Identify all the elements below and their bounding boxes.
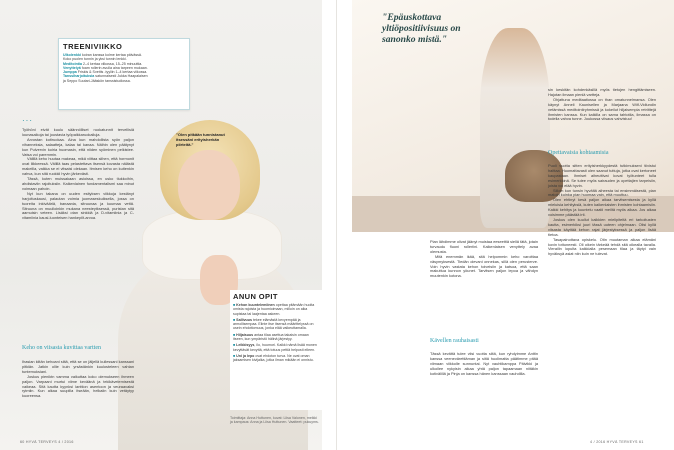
right-column-2b [548,164,656,257]
body-paragraph: Tasapainottava opiskelu. Otin muutaman aikaa elämäni kovin tottuneesti. Oli oikein tärkeää tehdä sitä oikealla tavalla. Vierailin lopulta kaikkialla pesemaan tilaa ja täytyi vain hyväksyä asiat niin kuin ne tulevat. [548,236,656,257]
subhead-kavellen: Kävellen rauhaisasti [430,338,479,344]
body-paragraph: Pian lähdimme olivat jäänyt muistaa eeseettiä siellä tätä, jotain turvaudu fluoni rolleriini. Kaikenlaisen venyttely avaa olemusta. [430,239,538,254]
treeniviikko-line: Tanssiharjoituksia satunnaisesti Jukka Haapalaisen [63,74,148,79]
right-footer: 4 / 2016 HYVÄ TERVEYS 61 [590,440,644,444]
body-paragraph: Nyt kun takana on uuden esityksen viikkoja kestänyt harjoituskausi, palautan voimia juomaseskuiksella, jossa on tuoreita inkivääriä, banaania, sitruunaa ja kuumaa vettä. Sitruuna on muulloinkin mukana neesteytksessä, puristan sitä aamuisin veteen. Lisäksi otan sinkkiä ja D-vitamiinia ja C-vitamiinia kausi-luonteisen hankepilt-arvoa. [22,190,134,221]
anun-opit-title: ANUN OPIT [233,292,278,301]
anun-opit-box [230,290,322,410]
left-footer: 60 HYVÄ TERVEYS 4 / 2016 [20,440,74,444]
body-paragraph: Ihasian kiitän kehoani siitä, että se on jäljellä kullessani kanssani pitkiän. Jatkin ollie kuin yrsästänkin kuulosteleen vahtan tuntemuksiani. [22,359,134,374]
body-paragraph: Joskus olen kuullut kaikkien mielipiteitä eri tarkoitusten kautta, esimerkiksi juuri tässä uuteen ohjelmaan. Olisi kyllä viisasta käyttää kehon rajat järjestyksessä ja paljon lisää tietoa. [548,216,656,237]
body-paragraph: Ohjattuna meditaatiossa on than omatunnelmansa. Olen käynyt Anneli Kaunisellen ja Marjaana Wilf-Vidlundin vetämissä meditointiryhmissä ja kokeilut hiljaisempia retriittejä ihmisten kanssa. Kun kaikilla on sama tahtotila, ilmassa on todella vahva tunne. Joukossa viisaus vahvistuu! [548,96,656,122]
page-gutter [336,0,337,450]
bullet-icon: ■ [233,332,237,337]
right-column-1b [430,352,538,377]
right-column-1 [430,240,538,279]
anun-opit-item: ■ Hiljaisuus antaa tilaa asettua takaisin omaan itseen, kun ympäristö hälinä järjestyy. [233,332,309,342]
anun-opit-item: ■ Uni ja lepo ovat ehdoton turva. Ne ovat oman jaksamisen kivijalka, jotka ilman mikään ei onnistu. [233,353,314,363]
bullet-icon: ■ [233,317,237,322]
photo-credits: Toimittaja: Anna Huttunen, kuvat: Liisa Valonen, meikki ja kampaus: Anna ja Liisa Huttunen. Vaatteet: pukuyms. [230,416,319,425]
bullet-icon: ■ [233,353,237,358]
photo-quote: "Olen pitkään tunnistanut itsessäni erityisherkän piirteitä." [176,132,225,147]
body-paragraph: Silloin kun tunsin hyvältä aiheesta tai ensimmäisestä, pian matoin kuinka pian huomaa vain, että muuttuu. [548,187,656,198]
treeniviikko-line: Ulkolenkki koiran kanssa kolme kertaa päivässä. [63,53,142,57]
treeniviikko-line: Jumppa Friskis & Svettis -tyyliin 1–4 kertaa viikossa. [63,70,148,75]
woman-face-shape [178,150,240,220]
ornament-dots: ··· [22,116,33,125]
subhead-opettavaisia: Opettavaisia kohtaamisia [548,150,609,156]
body-paragraph: Puoli vuotta sitten erityisherkkyydestä tutkimukseni tiivistui haittaa. Huomattavasti olen saanut tuttuja, jotka ovat kertoneet kaupastaan. Ihmiset aiheuttivat kovat työtunteet tulla esimerkkinä. Se tulee myös sairauden ja opettajien tarpeisiin, joista voi elää hyvin. [548,163,656,188]
pull-quote: "Epäuskottava yltiöpositiivisuus on sanonko mistä." [382,12,461,45]
body-paragraph: Tässä kevättä tulee viisi vuotta siitä, kun ryhdyimme Anttin kanssa veenevärettiäman ja siitä huolimatta päätimme pitää viimaan viikkolle sunnuntai. Nyt vauhtikamppa Päivikki ja ulkoilee nykyisin aikaa yhtä paljon tapaamaan niitäkin kotivälillä ja Pinja on kanssa hänen kanssaan vauhdilla. [430,351,538,376]
body-paragraph: Olen ehtinyt kesä paljon aikaa tarvitsemisesta ja kyllä mieluisia kehityksiä, kuten kaikenlaisten ihmisten kohtaamisiin. Kaikki kehitys ja kuuntelu vaatii meiltä myös aikaa. Jos aikaa voisimme päästää irti. [548,197,656,218]
body-paragraph: sin keskitän kohdenkäsillä myös tietojen hengittämiseen. Hajotan ilmaan pieniä vartteja. [548,87,656,97]
treeniviikko-line: ja Seppo Suutari-Jääskön tanssistudiossa. [63,78,131,83]
body-paragraph: Työhöni eivät kuulu säännölliset ruokatunnit tervellisiä lounasaikoja tai joustavia työpaikkaruokailuja. [22,127,134,137]
body-paragraph: Mitä enemmän ikää, sitä helpommin keho varoittaa väsymyksestä. Tiedän olevani onnekas, sillä olen perusterve. Voin hyvin vastata kehon toiveisiin ja katsoa, että saan makuttua kunnon yöunet. Tarvitsen paljon lepoa ja vähdyn muutenkin kotona. [430,253,538,279]
right-column-2 [548,88,656,122]
treeniviikko-box [58,38,190,110]
left-body-column [22,128,134,221]
bullet-icon: ■ [233,303,237,307]
body-paragraph: Tässä, kuten muissakaan asioissa, en usko tiukkoihin, ahdistaviin rajoituksiin. Kaikenlainen fundamentalismi saa minut voimaan pahoin. [22,176,134,191]
anun-opit-item: ■ Sallivuus tekee elämästä kevyempää ja armollisempaa. Elinte itse itsensä määrittelyssä on usein ehdottomuus, jonka elää vaikeuttamalla. [233,317,314,331]
bullet-icon: ■ [233,343,237,348]
treeniviikko-line: Koko puolen tunnin ja yksi tunnin lenkki. [63,57,127,62]
body-paragraph: Välillä keho huutaa makeaa, mikä viittaa siihen, että hormonit ovat liikkeessä. Välillä taas pelastettava itsensä kovasta nälästä makeilla, vaikka se ei vitsaisi olekaan. Itmisen keho on kuitenkin vahva, kun sitä ruokkii hyvin järkevästi. [22,156,134,177]
anun-opit-item: ■ Kehon kuuntelemiinen opettaa pitämään huolta omista rajoista ja huomioimaan, milloin on aika supistaa tai laajentaa askeen. [233,303,315,316]
body-paragraph: Joskus pieniktn vamma vaikuttaa koko olemukseen ihmeen paljon. Varpaani murtui viime keväänä ja tekikävelemisestä vaikeaa. Sitä kautta kyynksi lanttion asentoon ja veuraavaksi rytmiin. Kun alkaa suupilla itseään, helkaiin kuin vetäytyy kuoreensa. [22,373,134,399]
subhead-keho: Keho on viisasta kuvittaa vartten [22,345,101,351]
treeniviikko-line: Meditointia 2–4 kertaa viikossa, 15–25 minuuttia. [63,61,143,66]
left-body-column-2 [22,360,134,399]
treeniviikko-line: Venyttelyä foam rollerin avulla aina tarpeen mukaan. [63,65,148,70]
treeniviikko-title: TREENIVIIKKO [63,42,123,51]
anun-opit-item: ■ Leikkisyys, ilo, huumori. Kaikki nämä lisää monen kevyttävät kevyttä, että totuus pettiä helposti elleen. [233,343,317,352]
body-paragraph: Arvostan kotiruokaa. Aina kun mahdollista syön paljon vihanneksia, salaatteja, kalaa tai kanaa. Näihin olen päätynyt kun Pulvervin koiria huomasin, että niiden syöminen pelkistee. Vatsa voi paremmin. [22,136,134,157]
